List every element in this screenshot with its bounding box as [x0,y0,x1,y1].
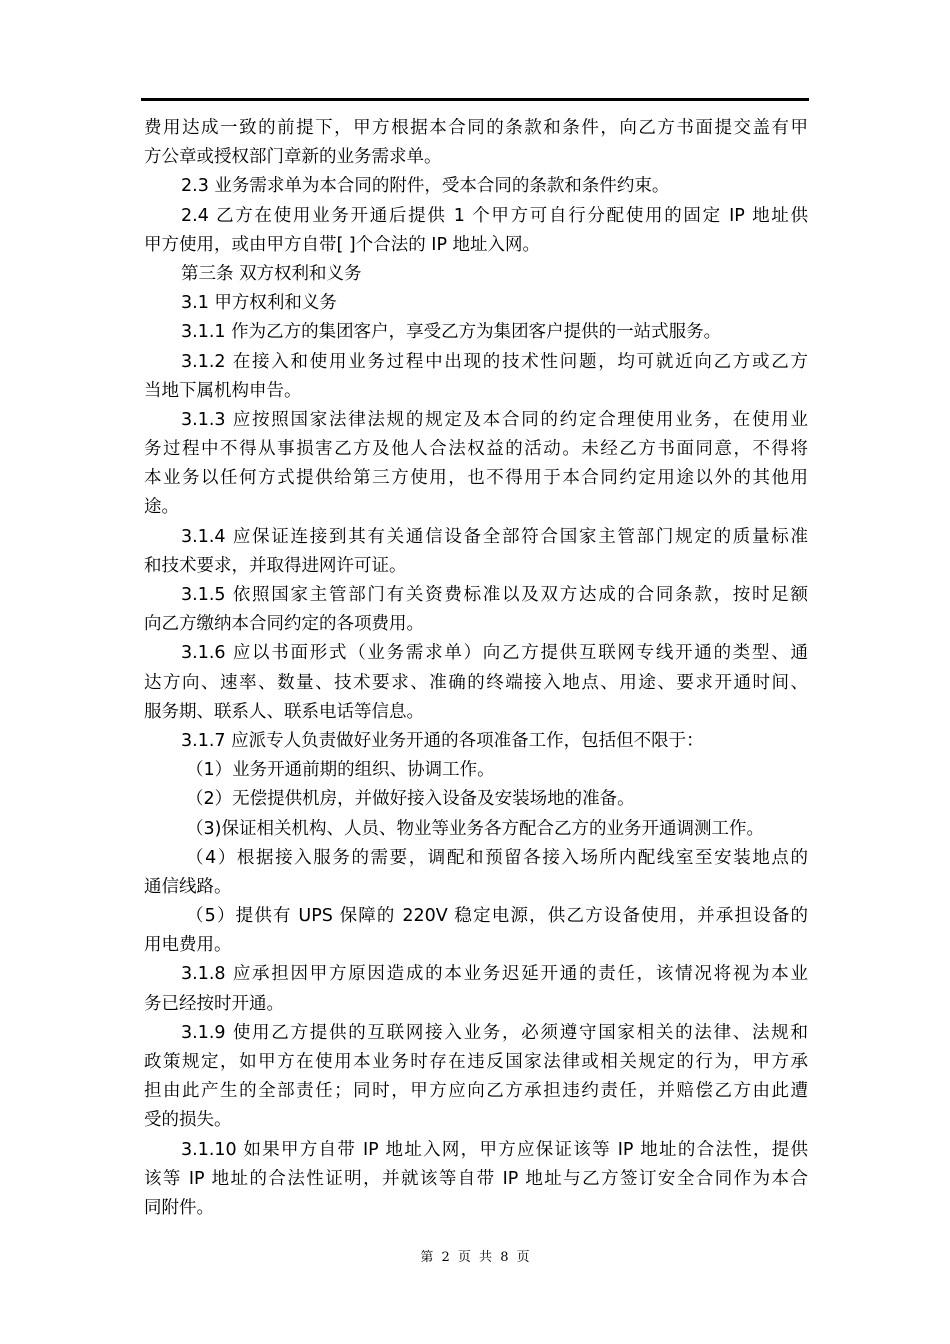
document-body [144,114,808,1223]
clause-3-1-8: 3.1.8 应承担因甲方原因造成的本业务迟延开通的责任，该情况将视为本业 [181,964,808,985]
clause-2-3: 2.3 业务需求单为本合同的附件，受本合同的条款和条件约束。 [181,176,670,197]
clause-3-1-6: 3.1.6 应以书面形式（业务需求单）向乙方提供互联网专线开通的类型、通 [181,643,808,664]
text-line: 和技术要求，并取得进网许可证。 [144,555,407,576]
text-line: 当地下属机构申告。 [144,380,302,401]
text-line: 担由此产生的全部责任；同时，甲方应向乙方承担违约责任，并赔偿乙方由此遭 [144,1081,808,1102]
text-line: 达方向、速率、数量、技术要求、准确的终端接入地点、用途、要求开通时间、 [144,672,808,693]
text-line: 务已经按时开通。 [144,993,284,1014]
text-line: 用电费用。 [144,935,232,956]
list-item-4: （4）根据接入服务的需要，调配和预留各接入场所内配线室至安装地点的 [186,847,808,868]
text-line: 向乙方缴纳本合同约定的各项费用。 [144,614,424,635]
clause-3-1-10: 3.1.10 如果甲方自带 IP 地址入网，甲方应保证该等 IP 地址的合法性，提供 [181,1139,808,1160]
text-line: 方公章或授权部门章新的业务需求单。 [144,147,442,168]
article-3-heading: 第三条 双方权利和义务 [181,263,362,284]
clause-3-1-3: 3.1.3 应按照国家法律法规的规定及本合同的约定合理使用业务，在使用业 [181,409,808,430]
section-3-1-heading: 3.1 甲方权利和义务 [181,293,337,314]
clause-3-1-9: 3.1.9 使用乙方提供的互联网接入业务，必须遵守国家相关的法律、法规和 [181,1022,808,1043]
page-number-footer: 第 2 页 共 8 页 [420,1250,530,1265]
text-line: 同附件。 [144,1197,214,1218]
header-rule [141,98,809,101]
text-line: 务过程中不得从事损害乙方及他人合法权益的活动。未经乙方书面同意，不得将 [144,439,808,460]
clause-3-1-5: 3.1.5 依照国家主管部门有关资费标准以及双方达成的合同条款，按时足额 [181,585,808,605]
list-item-3: （3)保证相关机构、人员、物业等业务各方配合乙方的业务开通调测工作。 [186,818,764,839]
text-line: 政策规定，如甲方在使用本业务时存在违反国家法律或相关规定的行为，甲方承 [144,1052,808,1072]
clause-3-1-7: 3.1.7 应派专人负责做好业务开通的各项准备工作，包括但不限于： [181,730,704,751]
text-line: 服务期、联系人、联系电话等信息。 [144,701,424,722]
text-line: 受的损失。 [144,1110,232,1131]
text-line: 该等 IP 地址的合法性证明，并就该等自带 IP 地址与乙方签订安全合同作为本合 [144,1168,808,1189]
list-item-2: （2）无偿提供机房，并做好接入设备及安装场地的准备。 [186,789,635,810]
text-line: 甲方使用，或由甲方自带[ ]个合法的 IP 地址入网。 [144,234,541,255]
list-item-5: （5）提供有 UPS 保障的 220V 稳定电源，供乙方设备使用，并承担设备的 [186,906,808,927]
list-item-1: （1）业务开通前期的组织、协调工作。 [186,760,495,781]
clause-3-1-2: 3.1.2 在接入和使用业务过程中出现的技术性问题，均可就近向乙方或乙方 [181,351,808,372]
text-line: 途。 [144,497,179,518]
clause-3-1-1: 3.1.1 作为乙方的集团客户，享受乙方为集团客户提供的一站式服务。 [181,322,722,343]
text-line: 通信线路。 [144,876,232,897]
clause-3-1-4: 3.1.4 应保证连接到其有关通信设备全部符合国家主管部门规定的质量标准 [181,526,808,547]
text-line: 费用达成一致的前提下，甲方根据本合同的条款和条件，向乙方书面提交盖有甲 [144,118,808,138]
text-line: 本业务以任何方式提供给第三方使用，也不得用于本合同约定用途以外的其他用 [144,468,808,489]
clause-2-4: 2.4 乙方在使用业务开通后提供 1 个甲方可自行分配使用的固定 IP 地址供 [181,205,808,226]
